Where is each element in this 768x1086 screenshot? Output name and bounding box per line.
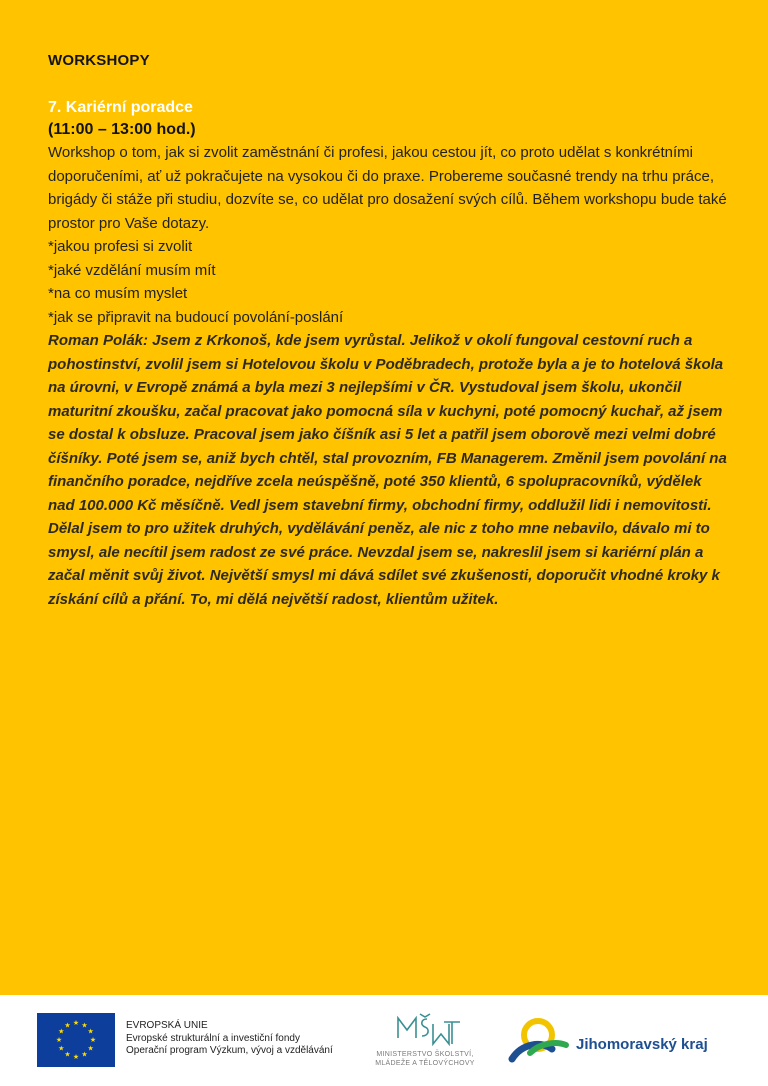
eu-flag-logo xyxy=(37,1013,115,1067)
eu-name: EVROPSKÁ UNIE xyxy=(126,1020,208,1031)
msmt-line-1: MINISTERSTVO ŠKOLSTVÍ, xyxy=(376,1051,474,1058)
eu-program: Operační program Výzkum, vývoj a vzdělávání xyxy=(126,1045,333,1056)
topic-list xyxy=(48,235,728,329)
svg-text:★: ★ xyxy=(64,1021,71,1030)
svg-text:★: ★ xyxy=(55,1036,63,1044)
eu-funds: Evropské strukturální a investiční fondy xyxy=(126,1032,300,1044)
svg-text:★: ★ xyxy=(58,1044,65,1053)
msmt-caption xyxy=(365,1050,485,1068)
workshop-description: Workshop o tom, jak si zvolit zaměstnání či profesi, jakou cestou jít, co proto udělat s konkrétními doporučeními, ať už pokračujete na vysokou či do praxe. Probereme současné trendy na trhu práce, brigády či stáže při studiu, dozvíte se, co udělat pro dosažení svých cílů. Během workshopu bude také prostor pro Vaše dotazy. xyxy=(48,144,727,232)
section-heading: WORKSHOPY xyxy=(48,52,150,69)
eu-program-text xyxy=(126,1020,333,1058)
svg-text:★: ★ xyxy=(64,1050,71,1059)
topic-item: *jak se připravit na budoucí povolání-poslání xyxy=(48,308,344,326)
svg-text:★: ★ xyxy=(81,1050,88,1059)
workshop-time: (11:00 – 13:00 hod.) xyxy=(48,121,196,138)
eu-stars-icon xyxy=(37,1013,115,1067)
topic-item: *jakou profesi si zvolit xyxy=(48,238,193,255)
svg-text:★: ★ xyxy=(89,1036,97,1044)
topic-item: *jaké vzdělání musím mít xyxy=(48,261,216,279)
jmk-emblem-icon xyxy=(508,1015,570,1065)
svg-text:★: ★ xyxy=(72,1053,80,1061)
lecturer-bio: Roman Polák: Jsem z Krkonoš, kde jsem vyrůstal. Jelikož v okolí fungoval cestovní ruch a pohostinství, zvolil jsem si Hotelovou školu v Poděbradech, protože byla a je to hotelová škola na úrovni, v Evropě známá a byla mezi 3 nejlepšími v ČR. Vystudoval jsem školu, ukončil maturitní zkoušku, začal pracovat jako pomocná síla v kuchyni, poté pomocný kuchař, až jsem se dostal k obsluze. Pracoval jsem jako číšník asi 5 let a patřil jsem oborově mezi velmi dobré číšníky. Poté jsem se, aniž bych chtěl, stal provozním, FB Managerem. Změnil jsem povolání na finančního poradce, nejdříve zcela neúspěšně, poté 350 klientů, 6 spolupracovníků, výdělek nad 100.000 Kč měsíčně. Vedl jsem stavební firmy, obchodní firmy, oddlužil lidi i nemovitosti. Dělal jsem to pro užitek druhých, vydělávání peněz, ale nic z toho mne nebavilo, dávalo mi to smysl, ale necítil jsem radost ze své práce. Nevzdal jsem se, nakreslil jsem si kariérní plán a začal měnit svůj život. Největší smysl mi dává sdílet své zkušenosti, doporučit vhodné kroky k získání cílů a přání. To, mi dělá největší radost, klientům užitek. xyxy=(48,332,727,608)
svg-text:★: ★ xyxy=(72,1019,80,1027)
jmk-name: Jihomoravský kraj xyxy=(576,1036,708,1053)
svg-text:★: ★ xyxy=(81,1021,88,1030)
workshop-title: 7. Kariérní poradce xyxy=(48,99,193,116)
svg-text:★: ★ xyxy=(87,1044,94,1053)
document-content xyxy=(48,52,728,611)
msmt-line-2: MLÁDEŽE A TĚLOVÝCHOVY xyxy=(375,1060,475,1067)
svg-text:★: ★ xyxy=(58,1027,65,1036)
svg-text:★: ★ xyxy=(87,1027,94,1036)
topic-item: *na co musím myslet xyxy=(48,285,188,302)
